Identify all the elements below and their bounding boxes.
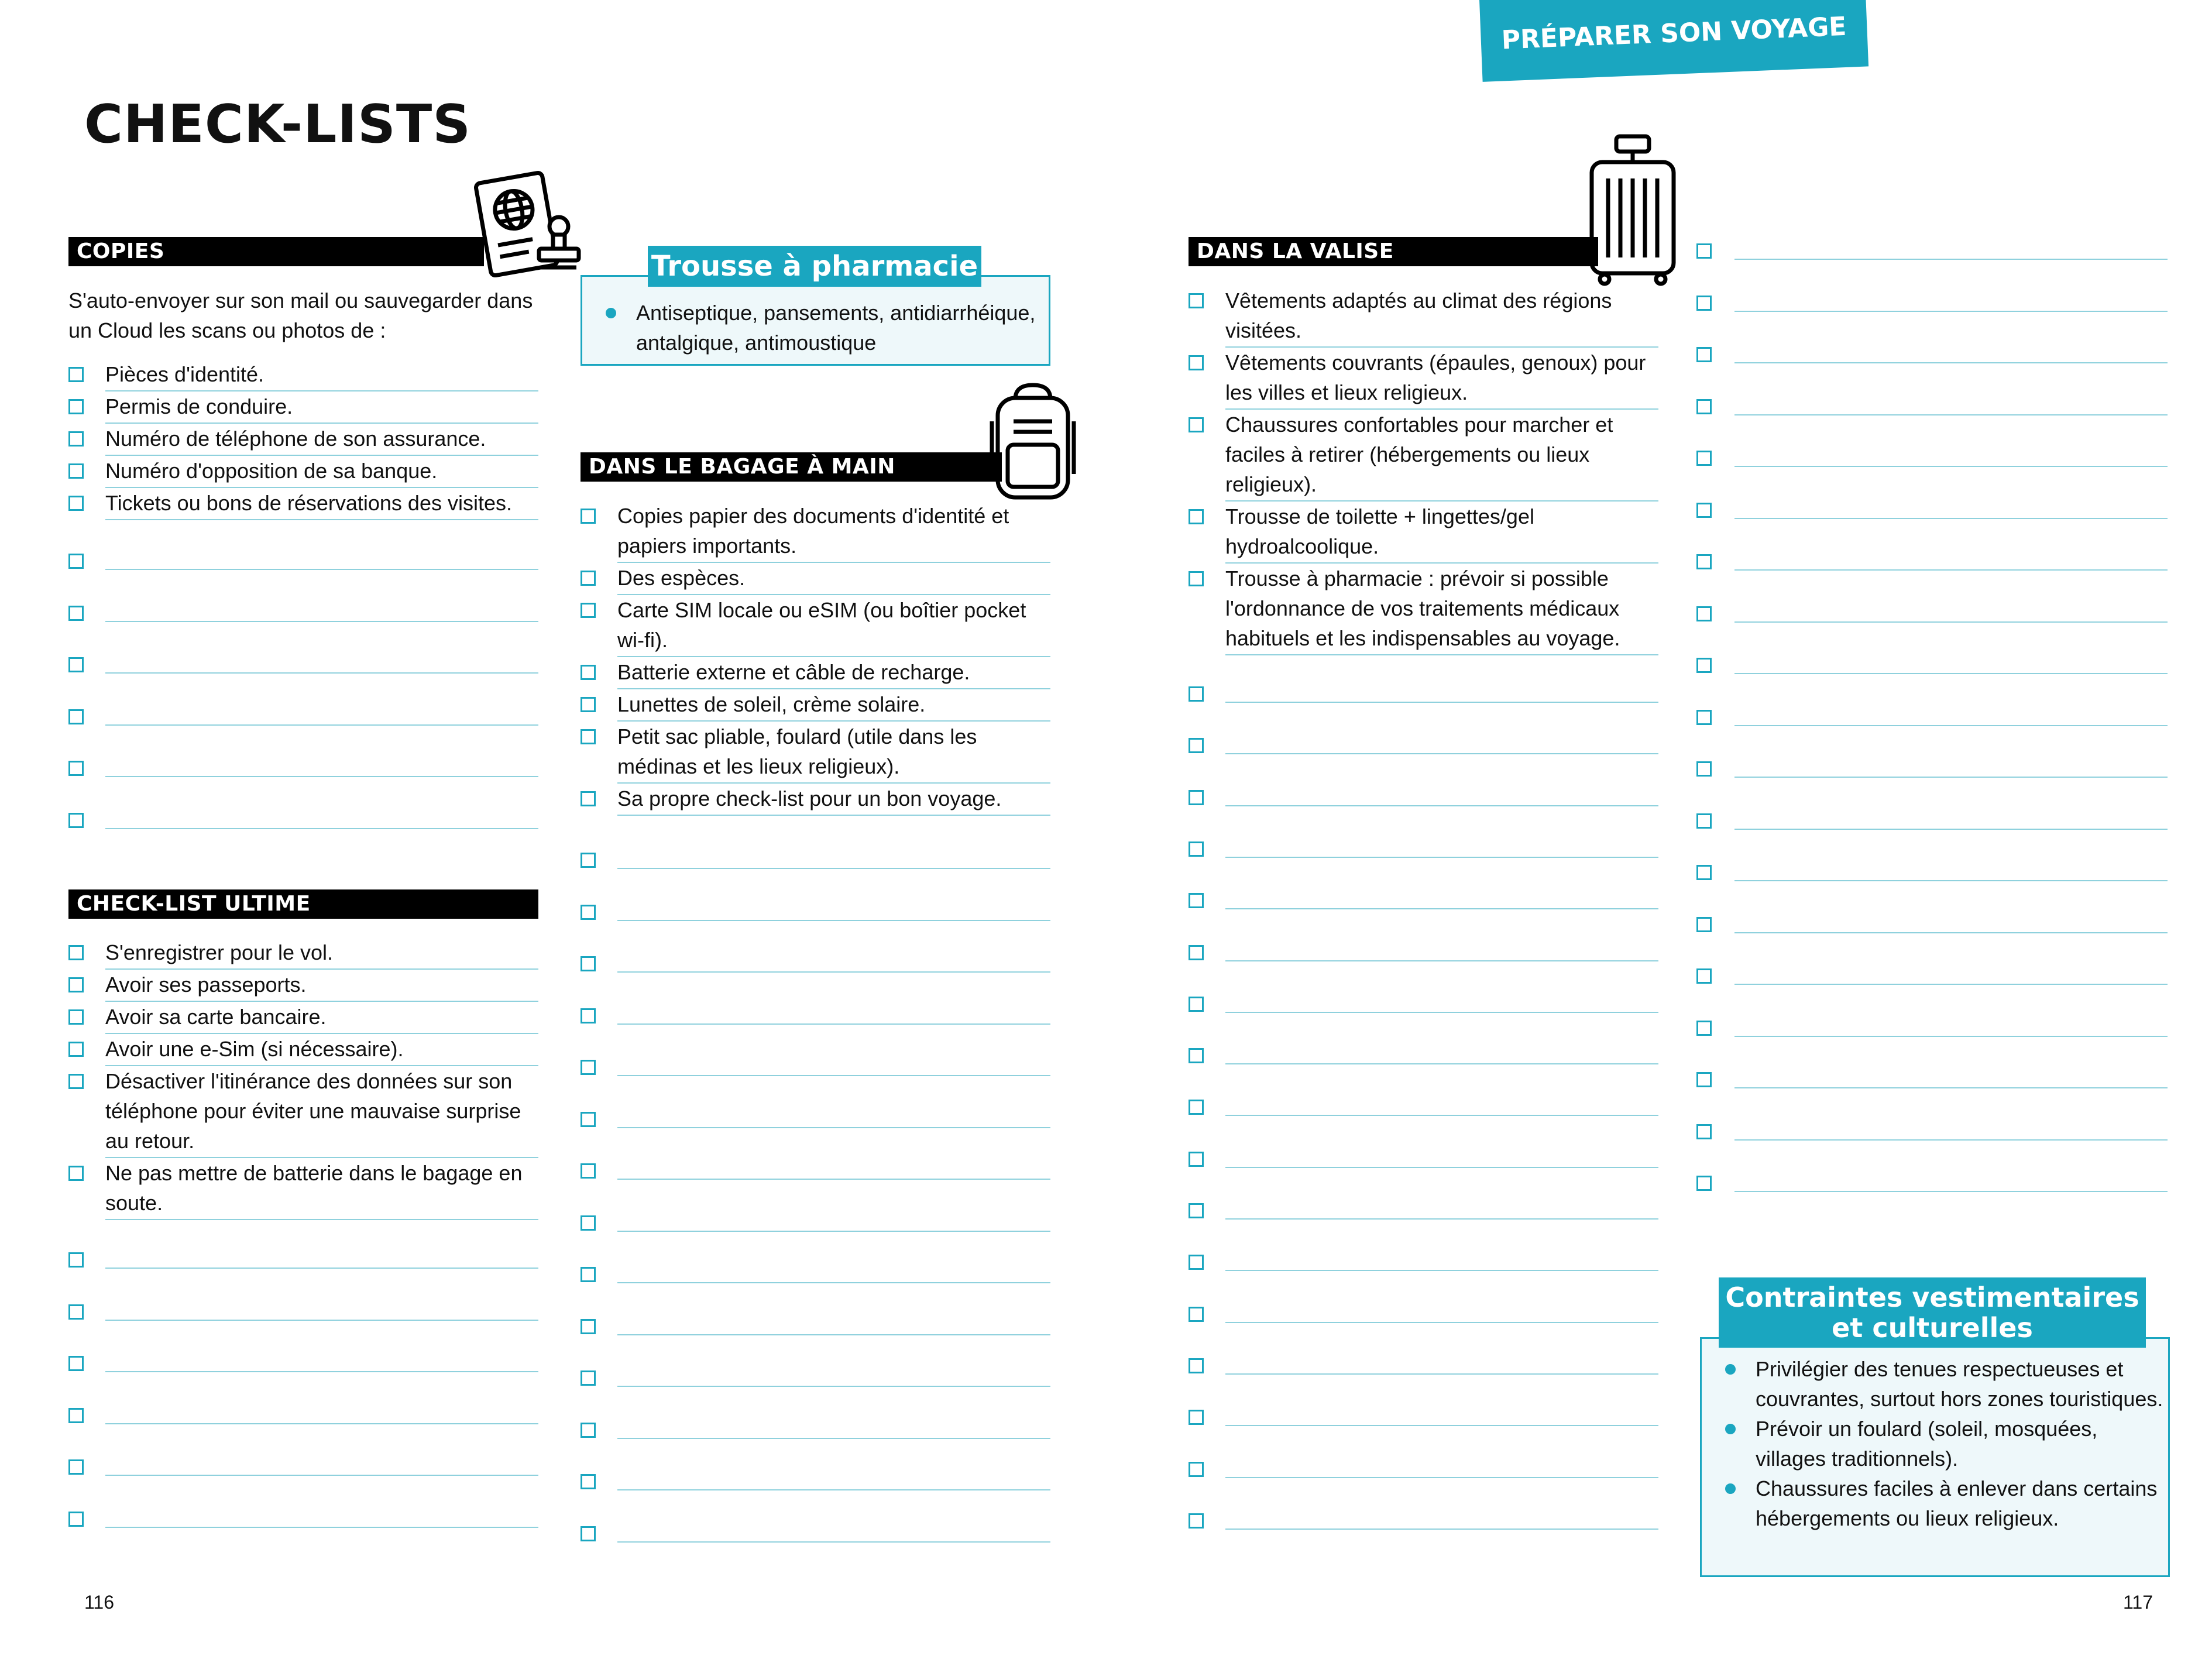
- pharmacie-list: [606, 298, 1039, 358]
- write-line[interactable]: [1225, 753, 1658, 754]
- checkbox[interactable]: [581, 729, 596, 744]
- blank-line-item[interactable]: [68, 813, 538, 828]
- valise-list: [1189, 286, 1658, 655]
- write-line[interactable]: [1225, 857, 1658, 858]
- list-item[interactable]: Lunettes de soleil, crème solaire.: [581, 689, 1050, 722]
- write-line[interactable]: [105, 1475, 538, 1476]
- blank-line-item[interactable]: [1189, 1048, 1658, 1063]
- blank-line-item[interactable]: [68, 1356, 538, 1371]
- checkbox[interactable]: [581, 1319, 596, 1334]
- checkbox[interactable]: [1696, 658, 1712, 673]
- write-line[interactable]: [1734, 725, 2168, 726]
- write-line[interactable]: [1734, 1087, 2168, 1088]
- write-line[interactable]: [1225, 908, 1658, 909]
- write-line[interactable]: [617, 1438, 1050, 1439]
- checkbox[interactable]: [1189, 686, 1204, 702]
- checkbox[interactable]: [68, 1408, 84, 1423]
- checkbox[interactable]: [581, 1267, 596, 1282]
- blank-line-item[interactable]: [1189, 1358, 1658, 1373]
- checkbox[interactable]: [68, 1252, 84, 1268]
- blank-line-item[interactable]: [1696, 761, 2168, 777]
- write-line[interactable]: [1225, 1477, 1658, 1478]
- blank-line-item[interactable]: [1189, 790, 1658, 805]
- checkbox[interactable]: [581, 1112, 596, 1127]
- write-line[interactable]: [617, 1282, 1050, 1283]
- blank-line-item[interactable]: [1189, 1462, 1658, 1477]
- blank-line-item[interactable]: [1189, 1100, 1658, 1115]
- checkbox[interactable]: [581, 509, 596, 524]
- list-item[interactable]: Permis de conduire.: [68, 391, 538, 424]
- write-line[interactable]: [1734, 362, 2168, 363]
- checkbox[interactable]: [1696, 399, 1712, 414]
- checkbox[interactable]: [1189, 1048, 1204, 1063]
- checkbox[interactable]: [68, 496, 84, 511]
- write-line[interactable]: [1225, 960, 1658, 961]
- checkbox[interactable]: [68, 1166, 84, 1181]
- write-line[interactable]: [1734, 466, 2168, 467]
- blank-line-item[interactable]: [1696, 968, 2168, 984]
- list-item[interactable]: Copies papier des documents d'identité et papiers importants.: [581, 501, 1050, 563]
- write-line[interactable]: [1734, 569, 2168, 571]
- contraintes-box: [1700, 1337, 2170, 1577]
- checkbox[interactable]: [68, 709, 84, 724]
- write-line[interactable]: [105, 1320, 538, 1321]
- checkbox[interactable]: [1696, 1176, 1712, 1191]
- write-line[interactable]: [1225, 1167, 1658, 1168]
- checkbox[interactable]: [1189, 417, 1204, 432]
- checkbox[interactable]: [581, 905, 596, 920]
- blank-line-item[interactable]: [68, 1512, 538, 1527]
- write-line[interactable]: [105, 1268, 538, 1269]
- blank-line-item[interactable]: [1696, 710, 2168, 725]
- write-line[interactable]: [1225, 1322, 1658, 1323]
- write-line[interactable]: [1734, 777, 2168, 778]
- checkbox[interactable]: [581, 853, 596, 868]
- list-item[interactable]: Sa propre check-list pour un bon voyage.: [581, 784, 1050, 816]
- write-line[interactable]: [105, 569, 538, 570]
- checkbox[interactable]: [581, 697, 596, 712]
- write-line[interactable]: [617, 868, 1050, 869]
- blank-line-item[interactable]: [1189, 893, 1658, 908]
- blank-line-item[interactable]: [68, 554, 538, 569]
- write-line[interactable]: [617, 971, 1050, 973]
- checkbox[interactable]: [1189, 355, 1204, 370]
- write-line[interactable]: [1225, 1218, 1658, 1220]
- checkbox[interactable]: [1189, 1100, 1204, 1115]
- write-line[interactable]: [105, 1371, 538, 1372]
- blank-line-item[interactable]: [68, 761, 538, 776]
- backpack-icon: [989, 380, 1077, 503]
- checkbox[interactable]: [68, 367, 84, 382]
- list-item: Chaussures faciles à enlever dans certains hébergements ou lieux religieux.: [1725, 1473, 2164, 1533]
- write-line[interactable]: [1734, 880, 2168, 881]
- blank-line-item[interactable]: [581, 853, 1050, 868]
- write-line[interactable]: [1734, 1139, 2168, 1141]
- blank-line-item[interactable]: [68, 709, 538, 724]
- blank-line-item[interactable]: [68, 1459, 538, 1475]
- write-line[interactable]: [1734, 311, 2168, 312]
- blank-line-item[interactable]: [1696, 1176, 2168, 1191]
- list-item[interactable]: Ne pas mettre de batterie dans le bagage en soute.: [68, 1158, 538, 1220]
- contraintes-list: [1725, 1354, 2164, 1533]
- blank-line-item[interactable]: [1189, 1203, 1658, 1218]
- blank-line-item[interactable]: [1189, 1255, 1658, 1270]
- list-item[interactable]: Tickets ou bons de réservations des visites.: [68, 488, 538, 520]
- write-line[interactable]: [1734, 984, 2168, 985]
- checkbox[interactable]: [1696, 968, 1712, 984]
- list-item: Prévoir un foulard (soleil, mosquées, villages traditionnels).: [1725, 1414, 2164, 1473]
- checkbox[interactable]: [68, 1009, 84, 1025]
- bullet-icon: [1725, 1483, 1736, 1494]
- bagage-header: DANS LE BAGAGE À MAIN: [581, 452, 1002, 482]
- blank-line-item[interactable]: [581, 1008, 1050, 1023]
- write-line[interactable]: [105, 672, 538, 674]
- checkbox[interactable]: [581, 665, 596, 680]
- write-line[interactable]: [617, 1334, 1050, 1335]
- blank-line-item[interactable]: [1696, 606, 2168, 621]
- checkbox[interactable]: [1696, 865, 1712, 880]
- contraintes-title-line2: et culturelles: [1832, 1312, 2033, 1344]
- checkbox[interactable]: [68, 1356, 84, 1371]
- bullet-icon: [606, 308, 616, 318]
- write-line[interactable]: [1225, 1529, 1658, 1530]
- checkbox[interactable]: [1189, 997, 1204, 1012]
- checkbox[interactable]: [581, 791, 596, 806]
- write-line[interactable]: [1734, 1036, 2168, 1037]
- contraintes-title: [1719, 1277, 2146, 1348]
- checkbox[interactable]: [1189, 293, 1204, 308]
- blank-line-item[interactable]: [68, 1252, 538, 1268]
- list-item[interactable]: Numéro d'opposition de sa banque.: [68, 456, 538, 488]
- blank-line-item[interactable]: [1189, 738, 1658, 753]
- checkbox[interactable]: [1189, 1255, 1204, 1270]
- checkbox[interactable]: [1696, 1072, 1712, 1087]
- blank-line-item[interactable]: [581, 1112, 1050, 1127]
- list-item[interactable]: Pièces d'identité.: [68, 359, 538, 391]
- blank-line-item[interactable]: [68, 657, 538, 672]
- write-line[interactable]: [105, 621, 538, 622]
- checkbox[interactable]: [68, 945, 84, 960]
- checkbox[interactable]: [1696, 451, 1712, 466]
- blank-line-item[interactable]: [581, 1423, 1050, 1438]
- blank-line-item[interactable]: [1696, 813, 2168, 829]
- blank-line-item[interactable]: [1696, 399, 2168, 414]
- write-line[interactable]: [1225, 1270, 1658, 1271]
- checkbox[interactable]: [68, 431, 84, 446]
- list-item[interactable]: Désactiver l'itinérance des données sur son téléphone pour éviter une mauvaise surprise au retour.: [68, 1066, 538, 1158]
- checkbox[interactable]: [68, 606, 84, 621]
- blank-line-item[interactable]: [1696, 1021, 2168, 1036]
- write-line[interactable]: [1225, 1063, 1658, 1064]
- checkbox[interactable]: [1696, 243, 1712, 259]
- blank-line-item[interactable]: [1189, 945, 1658, 960]
- write-line[interactable]: [1734, 414, 2168, 415]
- list-item[interactable]: Vêtements adaptés au climat des régions visitées.: [1189, 286, 1658, 348]
- checkbox[interactable]: [68, 1512, 84, 1527]
- checkbox[interactable]: [1189, 571, 1204, 586]
- checkbox[interactable]: [1189, 1203, 1204, 1218]
- contraintes-title-line1: Contraintes vestimentaires: [1725, 1282, 2139, 1313]
- checkbox[interactable]: [1189, 1358, 1204, 1373]
- write-line[interactable]: [1225, 1373, 1658, 1375]
- checkbox[interactable]: [581, 603, 596, 618]
- bullet-icon: [1725, 1424, 1736, 1434]
- ultime-header: CHECK-LIST ULTIME: [68, 889, 538, 919]
- list-item[interactable]: Carte SIM locale ou eSIM (ou boîtier pocket wi-fi).: [581, 595, 1050, 657]
- checkbox[interactable]: [1189, 1152, 1204, 1167]
- write-line[interactable]: [617, 1489, 1050, 1490]
- write-line[interactable]: [105, 724, 538, 726]
- checkbox[interactable]: [68, 399, 84, 414]
- pharmacie-title: Trousse à pharmacie: [648, 246, 981, 287]
- list-item[interactable]: S'enregistrer pour le vol.: [68, 937, 538, 970]
- checkbox[interactable]: [581, 571, 596, 586]
- page-number-right: 117: [2123, 1592, 2153, 1613]
- checkbox[interactable]: [1189, 841, 1204, 857]
- list-item[interactable]: Avoir sa carte bancaire.: [68, 1002, 538, 1034]
- copies-list: [68, 359, 538, 520]
- checkbox[interactable]: [1696, 1021, 1712, 1036]
- blank-line-item[interactable]: [581, 1474, 1050, 1489]
- ultime-list: [68, 937, 538, 1220]
- checkbox[interactable]: [1696, 761, 1712, 777]
- list-item: Antiseptique, pansements, antidiarrhéique, antalgique, antimoustique: [606, 298, 1039, 358]
- page-number-left: 116: [84, 1592, 115, 1613]
- blank-line-item[interactable]: [581, 1267, 1050, 1282]
- checkbox[interactable]: [1189, 1513, 1204, 1529]
- blank-line-item[interactable]: [1696, 1124, 2168, 1139]
- checkbox[interactable]: [1189, 1307, 1204, 1322]
- checkbox[interactable]: [68, 1074, 84, 1089]
- write-line[interactable]: [1734, 673, 2168, 674]
- blank-line-item[interactable]: [581, 1526, 1050, 1541]
- write-line[interactable]: [1734, 259, 2168, 260]
- blank-line-item[interactable]: [1696, 243, 2168, 259]
- blank-line-item[interactable]: [1696, 917, 2168, 932]
- checkbox[interactable]: [68, 554, 84, 569]
- blank-line-item[interactable]: [1696, 554, 2168, 569]
- checkbox[interactable]: [1696, 917, 1712, 932]
- blank-line-item[interactable]: [68, 606, 538, 621]
- write-line[interactable]: [105, 1527, 538, 1528]
- write-line[interactable]: [105, 1423, 538, 1424]
- pharmacie-box: [581, 275, 1050, 366]
- write-line[interactable]: [617, 1386, 1050, 1387]
- write-line[interactable]: [617, 1179, 1050, 1180]
- checkbox[interactable]: [1696, 296, 1712, 311]
- blank-line-item[interactable]: [581, 1060, 1050, 1075]
- section-tag: [1479, 0, 1868, 82]
- list-item[interactable]: Vêtements couvrants (épaules, genoux) pour les villes et lieux religieux.: [1189, 348, 1658, 410]
- checkbox[interactable]: [581, 1371, 596, 1386]
- checkbox[interactable]: [1189, 509, 1204, 524]
- checkbox[interactable]: [1189, 1462, 1204, 1477]
- blank-line-item[interactable]: [581, 905, 1050, 920]
- list-item[interactable]: Trousse de toilette + lingettes/gel hydroalcoolique.: [1189, 502, 1658, 564]
- write-line[interactable]: [1225, 1425, 1658, 1426]
- blank-line-item[interactable]: [1696, 347, 2168, 362]
- checkbox[interactable]: [68, 761, 84, 776]
- checkbox[interactable]: [68, 1042, 84, 1057]
- write-line[interactable]: [617, 1023, 1050, 1025]
- write-line[interactable]: [617, 1127, 1050, 1128]
- blank-line-item[interactable]: [1696, 451, 2168, 466]
- checkbox[interactable]: [1696, 503, 1712, 518]
- checkbox[interactable]: [1696, 813, 1712, 829]
- checkbox[interactable]: [581, 1526, 596, 1541]
- checkbox[interactable]: [581, 956, 596, 971]
- section-tag-label: PRÉPARER SON VOYAGE: [1500, 11, 1847, 56]
- blank-line-item[interactable]: [1696, 865, 2168, 880]
- checkbox[interactable]: [1189, 945, 1204, 960]
- list-item[interactable]: Chaussures confortables pour marcher et faciles à retirer (hébergements ou lieux religieux).: [1189, 410, 1658, 502]
- blank-line-item[interactable]: [581, 1371, 1050, 1386]
- list-item[interactable]: Petit sac pliable, foulard (utile dans les médinas et les lieux religieux).: [581, 722, 1050, 784]
- blank-line-item[interactable]: [581, 956, 1050, 971]
- list-item[interactable]: Des espèces.: [581, 563, 1050, 595]
- checkbox[interactable]: [68, 813, 84, 828]
- blank-line-item[interactable]: [1189, 1410, 1658, 1425]
- write-line[interactable]: [1734, 932, 2168, 933]
- bullet-icon: [1725, 1364, 1736, 1375]
- blank-line-item[interactable]: [1696, 296, 2168, 311]
- copies-header: COPIES: [68, 237, 484, 266]
- blank-line-item[interactable]: [1696, 503, 2168, 518]
- write-line[interactable]: [1225, 805, 1658, 806]
- checkbox[interactable]: [581, 1215, 596, 1231]
- blank-line-item[interactable]: [581, 1163, 1050, 1179]
- write-line[interactable]: [105, 776, 538, 777]
- checkbox[interactable]: [1696, 710, 1712, 725]
- blank-line-item[interactable]: [581, 1319, 1050, 1334]
- blank-line-item[interactable]: [1189, 686, 1658, 702]
- checkbox[interactable]: [68, 977, 84, 992]
- list-item[interactable]: Numéro de téléphone de son assurance.: [68, 424, 538, 456]
- valise-header: DANS LA VALISE: [1189, 237, 1598, 266]
- list-item[interactable]: Trousse à pharmacie : prévoir si possible l'ordonnance de vos traitements médicaux habituels et les indispensables au voyage.: [1189, 564, 1658, 655]
- write-line[interactable]: [1734, 829, 2168, 830]
- page-title: CHECK-LISTS: [84, 94, 472, 155]
- write-line[interactable]: [617, 1075, 1050, 1076]
- list-item[interactable]: Avoir ses passeports.: [68, 970, 538, 1002]
- checkbox[interactable]: [68, 463, 84, 479]
- checkbox[interactable]: [1696, 1124, 1712, 1139]
- checkbox[interactable]: [1189, 790, 1204, 805]
- list-item: Privilégier des tenues respectueuses et couvrantes, surtout hors zones touristiques.: [1725, 1354, 2164, 1414]
- write-line[interactable]: [1225, 1012, 1658, 1013]
- write-line[interactable]: [1734, 518, 2168, 519]
- list-item[interactable]: Batterie externe et câble de recharge.: [581, 657, 1050, 689]
- write-line[interactable]: [1734, 621, 2168, 623]
- blank-line-item[interactable]: [1189, 841, 1658, 857]
- checkbox[interactable]: [68, 1459, 84, 1475]
- checkbox[interactable]: [581, 1163, 596, 1179]
- write-line[interactable]: [1734, 1191, 2168, 1192]
- write-line[interactable]: [617, 1231, 1050, 1232]
- write-line[interactable]: [1225, 702, 1658, 703]
- blank-line-item[interactable]: [1696, 658, 2168, 673]
- checkbox[interactable]: [1189, 738, 1204, 753]
- copies-intro: S'auto-envoyer sur son mail ou sauvegarder dans un Cloud les scans ou photos de :: [68, 288, 533, 342]
- blank-line-item[interactable]: [68, 1408, 538, 1423]
- blank-line-item[interactable]: [1189, 1307, 1658, 1322]
- blank-line-item[interactable]: [1189, 1513, 1658, 1529]
- blank-line-item[interactable]: [1189, 997, 1658, 1012]
- write-line[interactable]: [617, 920, 1050, 921]
- checkbox[interactable]: [1696, 606, 1712, 621]
- bagage-list: [581, 501, 1050, 816]
- checkbox[interactable]: [581, 1474, 596, 1489]
- checkbox[interactable]: [1189, 1410, 1204, 1425]
- suitcase-icon: [1586, 132, 1679, 287]
- blank-line-item[interactable]: [68, 1304, 538, 1320]
- checkbox[interactable]: [1696, 347, 1712, 362]
- checkbox[interactable]: [68, 657, 84, 672]
- checkbox[interactable]: [581, 1008, 596, 1023]
- checkbox[interactable]: [68, 1304, 84, 1320]
- checkbox[interactable]: [1696, 554, 1712, 569]
- checkbox[interactable]: [581, 1423, 596, 1438]
- checkbox[interactable]: [581, 1060, 596, 1075]
- blank-line-item[interactable]: [1696, 1072, 2168, 1087]
- checkbox[interactable]: [1189, 893, 1204, 908]
- write-line[interactable]: [617, 1541, 1050, 1543]
- list-item[interactable]: Avoir une e-Sim (si nécessaire).: [68, 1034, 538, 1066]
- blank-line-item[interactable]: [1189, 1152, 1658, 1167]
- write-line[interactable]: [1225, 1115, 1658, 1116]
- write-line[interactable]: [105, 828, 538, 829]
- blank-line-item[interactable]: [581, 1215, 1050, 1231]
